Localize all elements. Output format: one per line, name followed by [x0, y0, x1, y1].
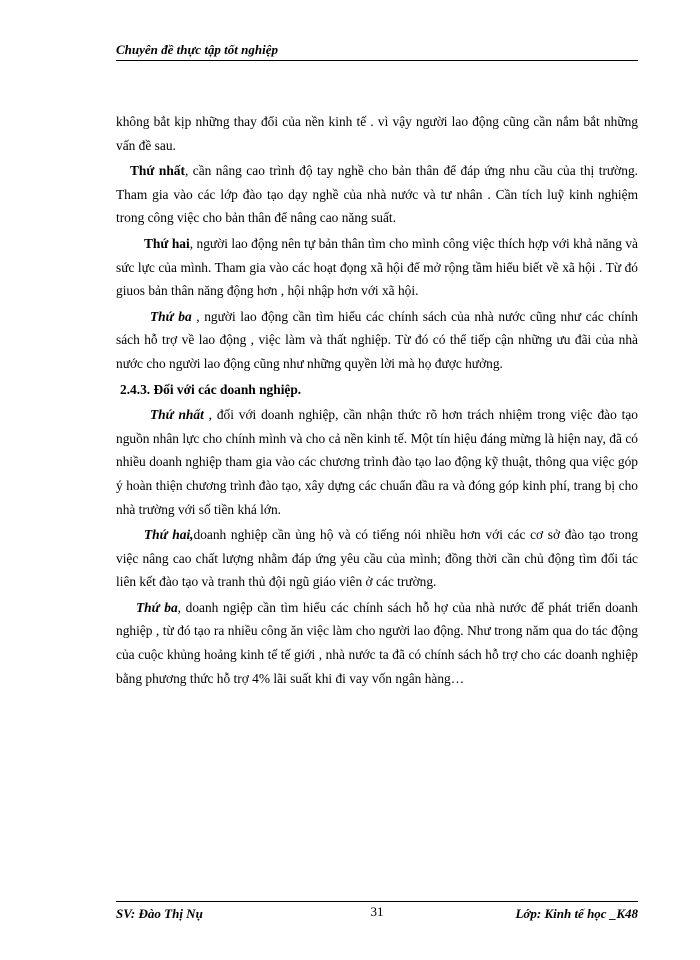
paragraph-text: , cần nâng cao trình độ tay nghề cho bản thân để đáp ứng nhu cầu của thị trường. Tham gia vào các lớp đào tạo dạy nghề của nhà nước và tư nhân . Cần tích luỹ kinh nghiệm trong công việc cho bản thân để nâng cao năng suất.	[116, 163, 638, 226]
page-number: 31	[370, 904, 384, 919]
body-paragraph	[116, 232, 638, 303]
document-body	[116, 110, 638, 692]
body-paragraph	[116, 305, 638, 376]
paragraph-text: doanh nghiệp cần ủng hộ và có tiếng nói nhiều hơn với các cơ sở đào tạo trong việc nâng cao chất lượng nhằm đáp ứng yêu cầu của mình; đồng thời cần chủ động tìm đối tác liên kết đào tạo và tranh thủ đội ngũ giáo viên ở các trường.	[116, 527, 638, 590]
running-header	[116, 42, 638, 61]
paragraph-lead: Thứ ba	[150, 308, 192, 324]
paragraph-lead: Thứ nhất	[150, 407, 204, 423]
footer-class: Lớp: Kinh tế học _K48	[515, 906, 638, 921]
paragraph-text: không bắt kịp những thay đổi của nền kinh tế . vì vậy người lao động cũng cần nắm bắt những vấn đề sau.	[116, 114, 638, 153]
paragraph-text: , doanh ngiệp cần tìm hiểu các chính sách hỗ hợ của nhà nước để phát triển doanh nghiệp , từ đó tạo ra nhiều công ăn việc làm cho người lao động. Như trong năm qua do tác động của cuộc khủng hoảng kinh tế tế giới , nhà nước ta đã có chính sách hỗ trợ cho các doanh nghiệp bằng phương thức hỗ trợ 4% lãi suất khi đi vay vốn ngân hàng…	[116, 599, 638, 686]
running-footer	[116, 901, 638, 926]
body-paragraph	[116, 159, 638, 230]
paragraph-lead: Thứ hai,	[144, 527, 194, 543]
paragraph-text: , người lao động nên tự bản thân tìm cho mình công việc thích hợp với khả năng và sức lực của mình. Tham gia vào các hoạt đọng xã hội để mở rộng tầm hiểu biết về xã hội . Từ đó giuos bản thân năng động hơn , hội nhập hơn với xã hội.	[116, 235, 638, 299]
body-paragraph	[116, 110, 638, 157]
body-paragraph	[116, 523, 638, 594]
paragraph-lead: Thứ ba	[136, 599, 178, 615]
paragraph-text: , người lao động cần tìm hiểu các chính sách của nhà nước cũng như các chính sách hỗ trợ về lao động , việc làm và thất nghiệp. Từ đó có thể tiếp cận những ưu đãi của nhà nước cho người lao động cũng như những quyền lời mà họ được hưởng.	[116, 308, 638, 371]
footer-student: SV: Đào Thị Nụ	[116, 906, 203, 921]
header-title: Chuyên đề thực tập tốt nghiệp	[116, 42, 278, 57]
paragraph-lead: Thứ hai	[144, 235, 190, 251]
paragraph-lead: Thứ nhất	[130, 163, 185, 179]
body-paragraph	[116, 403, 638, 521]
paragraph-text: , đối với doanh nghiệp, cần nhận thức rõ hơn trách nhiệm trong việc đào tạo nguồn nhân lực cho chính mình và cho cả nền kinh tế. Một tín hiệu đáng mừng là hiện nay, đã có nhiều doanh nghiệp tham gia vào các chương trình đào tạo lao động kỹ thuật, thông qua việc góp ý hoàn thiện chương trình đào tạo, xây dựng các chuẩn đầu ra và đóng góp kinh phí, trang bị cho nhà trường với số tiền khá lớn.	[116, 407, 638, 517]
body-paragraph	[116, 596, 638, 690]
section-heading: 2.4.3. Đối với các doanh nghiệp.	[120, 381, 302, 397]
